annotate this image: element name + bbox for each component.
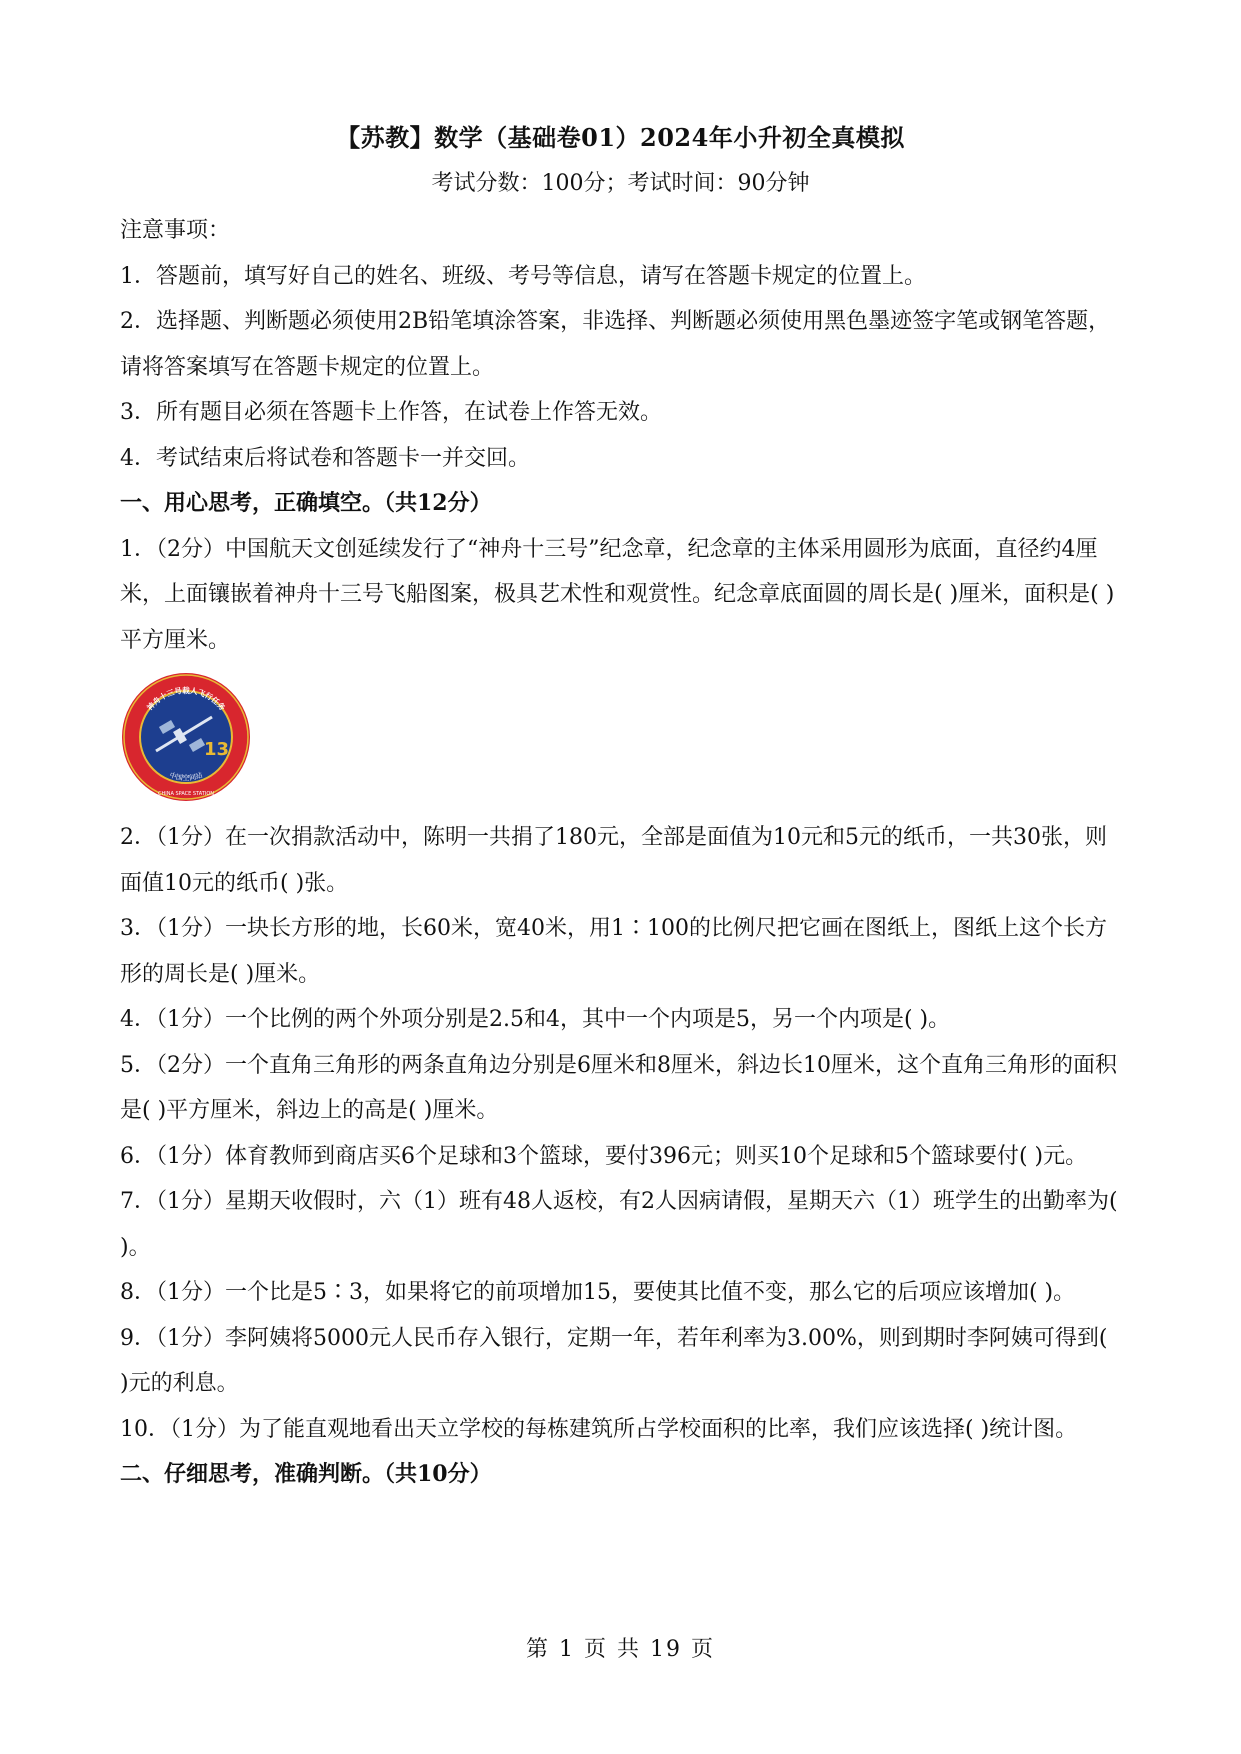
page-title: 【苏教】数学（基础卷01）2024年小升初全真模拟	[336, 123, 905, 152]
shenzhou-13-badge-image	[120, 671, 252, 803]
question-2: 2．（1分）在一次捐款活动中，陈明一共捐了180元，全部是面值为10元和5元的纸币，一共30张，则面值10元的纸币( )张。	[120, 825, 1107, 896]
question-1: 1．（2分）中国航天文创延续发行了“神舟十三号”纪念章，纪念章的主体采用圆形为底面，直径约4厘米，上面镶嵌着神舟十三号飞船图案，极具艺术性和观赏性。纪念章底面圆的周长是( )厘米，面积是( )平方厘米。	[120, 536, 1115, 653]
notice-item: 1．答题前，填写好自己的姓名、班级、考号等信息，请写在答题卡规定的位置上。	[120, 263, 926, 289]
section-heading: 一、用心思考，正确填空。（共12分）	[120, 490, 492, 516]
question-9: 9．（1分）李阿姨将5000元人民币存入银行，定期一年，若年利率为3.00%，则到期时李阿姨可得到( )元的利息。	[120, 1325, 1108, 1396]
question-10: 10．（1分）为了能直观地看出天立学校的每栋建筑所占学校面积的比率，我们应该选择( )统计图。	[120, 1416, 1078, 1442]
exam-info: 考试分数：100分；考试时间：90分钟	[431, 171, 810, 196]
page-footer: 第 1 页 共 19 页	[526, 1637, 715, 1662]
question-5: 5．（2分）一个直角三角形的两条直角边分别是6厘米和8厘米，斜边长10厘米，这个直角三角形的面积是( )平方厘米，斜边上的高是( )厘米。	[120, 1052, 1117, 1123]
badge-bottom-text-en: CHINA SPACE STATION	[158, 791, 214, 797]
question-6: 6．（1分）体育教师到商店买6个足球和3个篮球，要付396元；则买10个足球和5个篮球要付( )元。	[120, 1143, 1088, 1169]
notice-item: 4．考试结束后将试卷和答题卡一并交回。	[120, 445, 530, 471]
badge-number: 13	[204, 739, 230, 760]
badge-top-text: 神舟十三号载人飞行任务	[145, 686, 227, 713]
badge-bottom-text: 中国空间站	[168, 771, 204, 783]
exam-content	[120, 208, 1120, 1498]
question-8: 8．（1分）一个比是5∶3，如果将它的前项增加15，要使其比值不变，那么它的后项应该增加( )。	[120, 1280, 1076, 1305]
notice-item: 2．选择题、判断题必须使用2B铅笔填涂答案，非选择、判断题必须使用黑色墨迹签字笔或钢笔答题，请将答案填写在答题卡规定的位置上。	[120, 309, 1111, 380]
question-7: 7．（1分）星期天收假时，六（1）班有48人返校，有2人因病请假，星期天六（1）班学生的出勤率为( )。	[120, 1189, 1118, 1260]
notice-heading: 注意事项：	[120, 218, 231, 243]
question-3: 3．（1分）一块长方形的地，长60米，宽40米，用1∶100的比例尺把它画在图纸上，图纸上这个长方形的周长是( )厘米。	[120, 916, 1107, 987]
section-heading: 二、仔细思考，准确判断。（共10分）	[120, 1461, 492, 1487]
question-4: 4．（1分）一个比例的两个外项分别是2.5和4，其中一个内项是5，另一个内项是( )。	[120, 1007, 951, 1032]
notice-item: 3．所有题目必须在答题卡上作答，在试卷上作答无效。	[120, 400, 662, 425]
